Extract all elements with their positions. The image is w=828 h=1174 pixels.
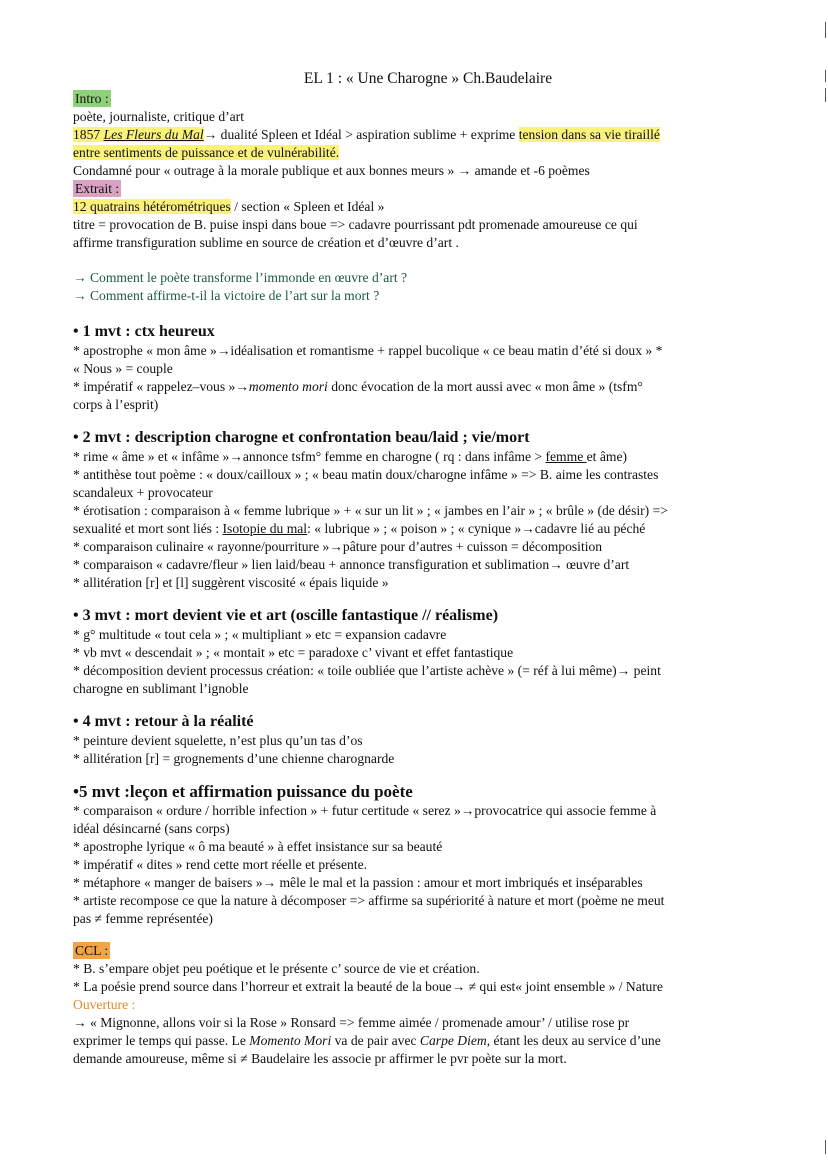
intro-line-1: poète, journaliste, critique d’art — [73, 109, 244, 124]
intro-line-4: Condamné pour « outrage à la morale publique et aux bonnes meurs » → amande et -6 poèmes — [73, 163, 590, 178]
ouverture-label: Ouverture : — [73, 997, 136, 1012]
mvt4-line: * peinture devient squelette, n’est plus qu’un tas d’os — [73, 733, 363, 748]
ouverture-line: → « Mignonne, allons voir si la Rose » Ronsard => femme aimée / promenade amour’ / utilise rose pr — [73, 1015, 630, 1030]
ouverture-line: exprimer le temps qui passe. Le Momento Mori va de pair avec Carpe Diem, étant les deux au service d’une — [73, 1033, 661, 1048]
mvt5-line: * apostrophe lyrique « ô ma beauté » à effet insistance sur sa beauté — [73, 839, 443, 854]
ouverture-line: demande amoureuse, même si ≠ Baudelaire les associe pr affirmer le pvr poète sur la mort. — [73, 1051, 567, 1066]
page-title: EL 1 : « Une Charogne » Ch.Baudelaire — [303, 70, 553, 87]
mvt2-line: sexualité et mort sont liés : Isotopie du mal: « lubrique » ; « poison » ; « cynique »→cadavre lié au péché — [73, 521, 646, 536]
mvt5-line: * impératif « dites » rend cette mort réelle et présente. — [73, 857, 368, 872]
scan-edge-mark — [825, 22, 826, 38]
intro-label: Intro : — [75, 91, 109, 106]
section-heading-mvt1: • 1 mvt : ctx heureux — [73, 323, 215, 340]
mvt3-line: * g° multitude « tout cela » ; « multipliant » etc = expansion cadavre — [73, 627, 447, 642]
mvt2-line: * rime « âme » et « infâme »→annonce tsfm° femme en charogne ( rq : dans infâme > femme et âme) — [73, 449, 628, 464]
scan-edge-mark — [825, 88, 826, 102]
mvt3-line: * décomposition devient processus création: « toile oubliée que l’artiste achève » (= réf à lui même)→ peint — [73, 663, 661, 678]
section-heading-mvt3: • 3 mvt : mort devient vie et art (oscille fantastique // réalisme) — [73, 607, 499, 624]
mvt2-line: scandaleux + provocateur — [73, 485, 213, 500]
mvt2-line: * allitération [r] et [l] suggèrent viscosité « épais liquide » — [73, 575, 389, 590]
mvt1-line: corps à l’esprit) — [73, 397, 159, 412]
intro-line-3: entre sentiments de puissance et de vulnérabilité. — [73, 145, 340, 160]
mvt5-line: * artiste recompose ce que la nature à décomposer => affirme sa supériorité à nature et mort (poème ne meut — [73, 893, 665, 908]
extrait-line-1: 12 quatrains hétérométriques / section « Spleen et Idéal » — [73, 199, 385, 214]
mvt3-line: charogne en sublimant l’ignoble — [73, 681, 249, 696]
mvt5-line: idéal désincarné (sans corps) — [73, 821, 230, 836]
problematic-question-1: → Comment le poète transforme l’immonde en œuvre d’art ? — [73, 270, 408, 285]
mvt2-line: * érotisation : comparaison à « femme lubrique » + « sur un lit » ; « jambes en l’air » ; « brûle » (de désir) => — [73, 503, 668, 518]
ccl-line: * B. s’empare objet peu poétique et le présente c’ source de vie et création. — [73, 961, 480, 976]
problematic-question-2: → Comment affirme-t-il la victoire de l’art sur la mort ? — [73, 288, 380, 303]
mvt5-line: * métaphore « manger de baisers »→ mêle le mal et la passion : amour et mort imbriqués et inséparables — [73, 875, 643, 890]
mvt2-line: * antithèse tout poème : « doux/cailloux » ; « beau matin doux/charogne infâme » => B. aime les contrastes — [73, 467, 659, 482]
section-heading-mvt2: • 2 mvt : description charogne et confrontation beau/laid ; vie/mort — [73, 429, 530, 446]
scan-edge-mark — [825, 70, 826, 82]
mvt1-line: * impératif « rappelez–vous »→momento mori donc évocation de la mort aussi avec « mon âme » (tsfm° — [73, 379, 643, 394]
mvt5-line: * comparaison « ordure / horrible infection » + futur certitude « serez »→provocatrice qui associe femme à — [73, 803, 657, 818]
mvt5-line: pas ≠ femme représentée) — [73, 911, 213, 926]
ccl-line: * La poésie prend source dans l’horreur et extrait la beauté de la boue→ ≠ qui est« joint ensemble » / Nature — [73, 979, 663, 994]
document-page — [73, 70, 763, 1068]
section-heading-mvt4: • 4 mvt : retour à la réalité — [73, 713, 254, 730]
extrait-line-3: affirme transfiguration sublime en source de création et d’œuvre d’art . — [73, 235, 459, 250]
mvt1-line: * apostrophe « mon âme »→idéalisation et romantisme + rappel bucolique « ce beau matin d’été si doux » * — [73, 343, 663, 358]
mvt4-line: * allitération [r] = grognements d’une chienne charognarde — [73, 751, 395, 766]
scan-edge-mark — [825, 1140, 826, 1154]
mvt1-line: « Nous » = couple — [73, 361, 173, 376]
mvt2-line: * comparaison « cadavre/fleur » lien laid/beau + annonce transfiguration et sublimation→ œuvre d’art — [73, 557, 630, 572]
mvt3-line: * vb mvt « descendait » ; « montait » etc = paradoxe c’ vivant et effet fantastique — [73, 645, 514, 660]
mvt2-line: * comparaison culinaire « rayonne/pourriture »→pâture pour d’autres + cuisson = décomposition — [73, 539, 603, 554]
extrait-line-2: titre = provocation de B. puise inspi dans boue => cadavre pourrissant pdt promenade amoureuse ce qui — [73, 217, 638, 232]
extrait-label: Extrait : — [75, 181, 120, 196]
ccl-label: CCL : — [75, 943, 109, 958]
intro-line-2: 1857 Les Fleurs du Mal→ dualité Spleen et Idéal > aspiration sublime + exprime tension dans sa vie tiraillé — [73, 127, 660, 142]
section-heading-mvt5: •5 mvt :leçon et affirmation puissance du poète — [73, 782, 413, 801]
